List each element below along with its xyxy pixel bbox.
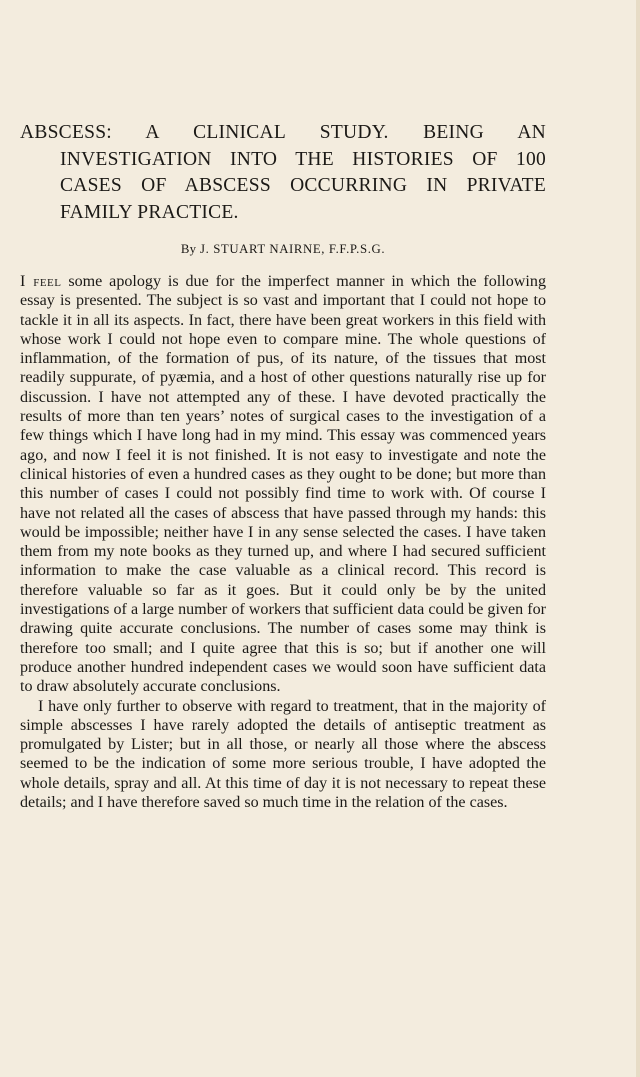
byline-prefix: By	[180, 242, 197, 256]
page-edge	[636, 0, 640, 1077]
article-title: ABSCESS: A CLINICAL STUDY. BEING AN INVESTIGATION INTO THE HISTORIES OF 100 CASES OF ABSCESS OCCURRING IN PRIVATE FAMILY PRACTICE.	[20, 122, 546, 223]
opening-words: I feel	[20, 273, 62, 290]
article	[20, 120, 546, 812]
paragraph-1-text: some apology is due for the imperfect manner in which the following essay is presented. The subject is so vast and important that I could not hope to tackle it in all its aspects. In fact, there have been great workers in this field with whose work I could not hope even to compare mine. The whole questions of inflammation, of the formation of pus, of its nature, of the tissues that most readily suppurate, of pyæmia, and a host of other questions naturally rise up for discussion. I have not attempted any of these. I have devoted practically the results of more than ten years’ notes of surgical cases to the investigation of a few things which I have long had in my mind. This essay was commenced years ago, and now I feel it is not finished. It is not easy to investigate and note the clinical histories of even a hundred cases as they ought to be done; but more than this number of cases I could not possibly find time to work with. Of course I have not related all the cases of abscess that have passed through my hands: this would be impossible; neither have I in any sense selected the cases. I have taken them from my note books as they turned up, and where I had secured sufficient information to make the case valuable as a clinical record. This record is therefore valuable so far as it goes. But it could only be by the united investigations of a large number of workers that sufficient data could be given for drawing quite accurate conclusions. The number of cases some may think is therefore too small; and I quite agree that this is so; but if another one will produce another hundred independent cases we would soon have sufficient data to draw absolutely accurate conclusions.	[20, 273, 546, 696]
byline	[20, 240, 546, 258]
paragraph-1	[20, 272, 546, 697]
author-name: J. STUART NAIRNE, F.F.P.S.G.	[200, 242, 386, 256]
article-body	[20, 272, 546, 812]
paragraph-2	[20, 697, 546, 813]
paragraph-2-text: I have only further to observe with regard to treatment, that in the majority of simple abscesses I have rarely adopted the details of antiseptic treatment as promulgated by Lister; but in all those, or nearly all those where the abscess seemed to be the indication of some more serious trouble, I have adopted the whole details, spray and all. At this time of day it is not necessary to repeat these details; and I have therefore saved so much time in the relation of the cases.	[20, 697, 546, 812]
